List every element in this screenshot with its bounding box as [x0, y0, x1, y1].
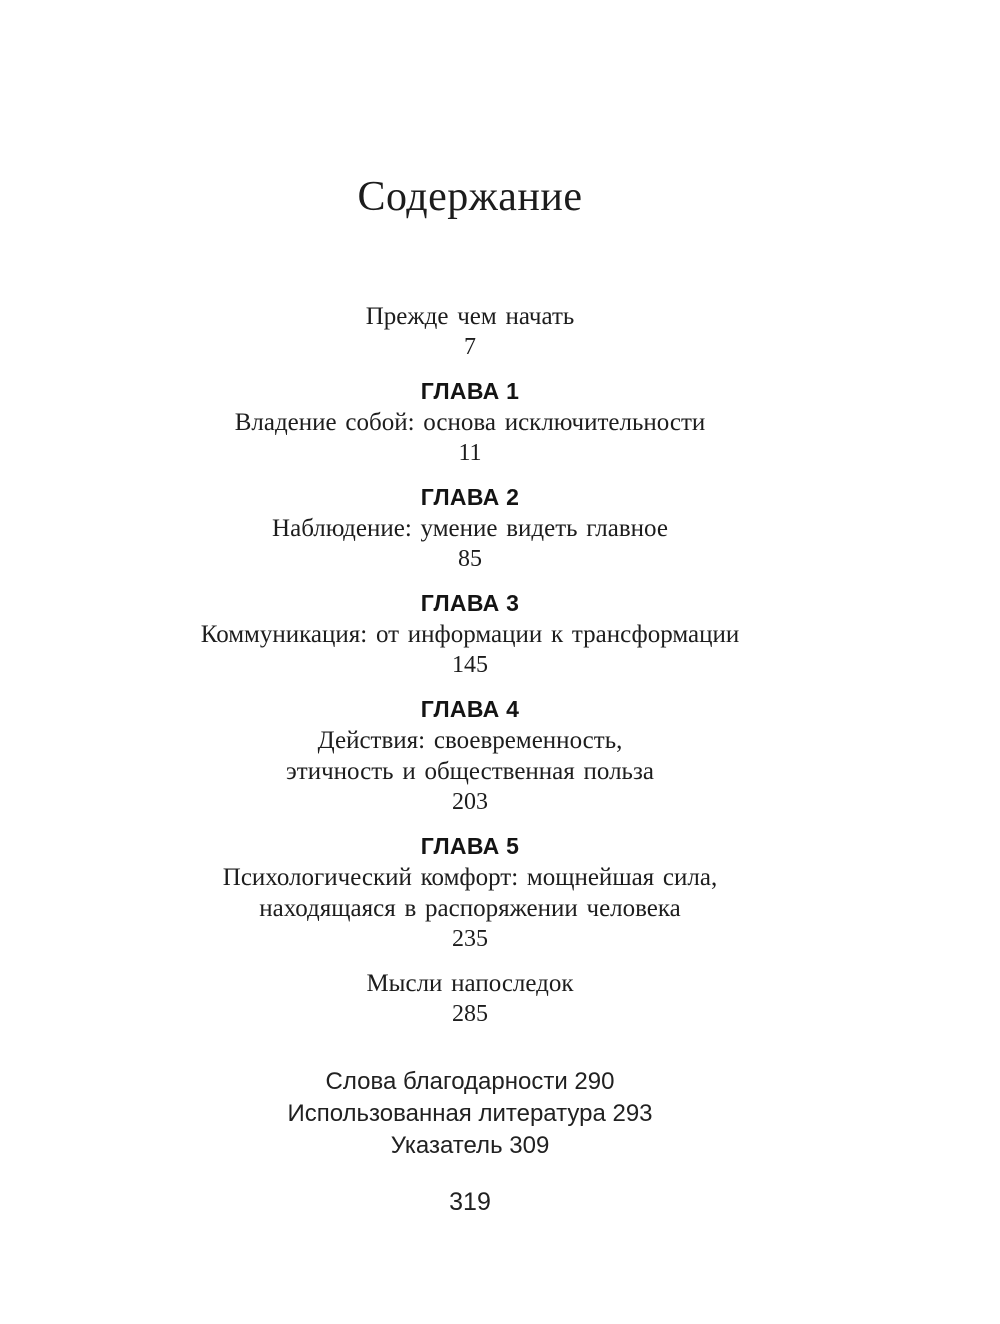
back-matter-page: 290 — [574, 1068, 615, 1095]
toc-entry-title: Мысли напоследок — [366, 970, 574, 997]
back-matter-page: 309 — [509, 1132, 550, 1159]
back-matter-label: Указатель — [390, 1132, 503, 1159]
toc-entry-title-line-2: этичность и общественная польза — [286, 758, 654, 785]
back-matter-row-index — [0, 1130, 940, 1162]
chapter-heading: ГЛАВА 3 — [420, 590, 520, 616]
toc-entry-page: 11 — [458, 440, 482, 466]
toc-entry-title-line-2: находящаяся в распоряжении человека — [259, 895, 681, 922]
toc-entry-chapter-3 — [0, 588, 940, 681]
back-matter-row-acknowledgements — [0, 1066, 940, 1098]
back-matter-label: Использованная литература — [287, 1100, 606, 1127]
toc-entry-title: Прежде чем начать — [365, 303, 575, 330]
toc-entry-chapter-5 — [0, 831, 940, 955]
toc-entry-title-line-1: Психологический комфорт: мощнейшая сила, — [222, 864, 718, 891]
back-matter-row-bibliography — [0, 1098, 940, 1130]
toc-entry-closing — [0, 968, 940, 1030]
toc-entry-page: 235 — [452, 926, 488, 952]
toc-entry-title: Владение собой: основа исключительности — [234, 409, 706, 436]
back-matter-label: Слова благодарности — [325, 1068, 568, 1095]
toc-entry-page: 285 — [452, 1001, 488, 1027]
chapter-heading: ГЛАВА 2 — [420, 484, 520, 510]
page-folio: 319 — [449, 1188, 491, 1216]
toc-entry-page: 145 — [452, 652, 488, 678]
toc-entry-page: 85 — [458, 546, 482, 572]
toc-entry-chapter-1 — [0, 376, 940, 469]
page-title: Содержание — [357, 174, 583, 220]
toc-entry-page: 203 — [452, 789, 488, 815]
toc-entry-title: Коммуникация: от информации к трансформации — [200, 621, 740, 648]
toc-entry-title: Наблюдение: умение видеть главное — [272, 515, 668, 542]
toc-entry-page: 7 — [464, 334, 476, 360]
chapter-heading: ГЛАВА 5 — [420, 833, 520, 859]
back-matter-section — [0, 1066, 940, 1162]
toc-entry-chapter-2 — [0, 482, 940, 575]
back-matter-page: 293 — [612, 1100, 653, 1127]
chapter-heading: ГЛАВА 4 — [420, 696, 520, 722]
chapter-heading: ГЛАВА 1 — [420, 378, 520, 404]
toc-entry-front — [0, 301, 940, 363]
toc-entry-chapter-4 — [0, 694, 940, 818]
toc-entry-title-line-1: Действия: своевременность, — [317, 727, 623, 754]
